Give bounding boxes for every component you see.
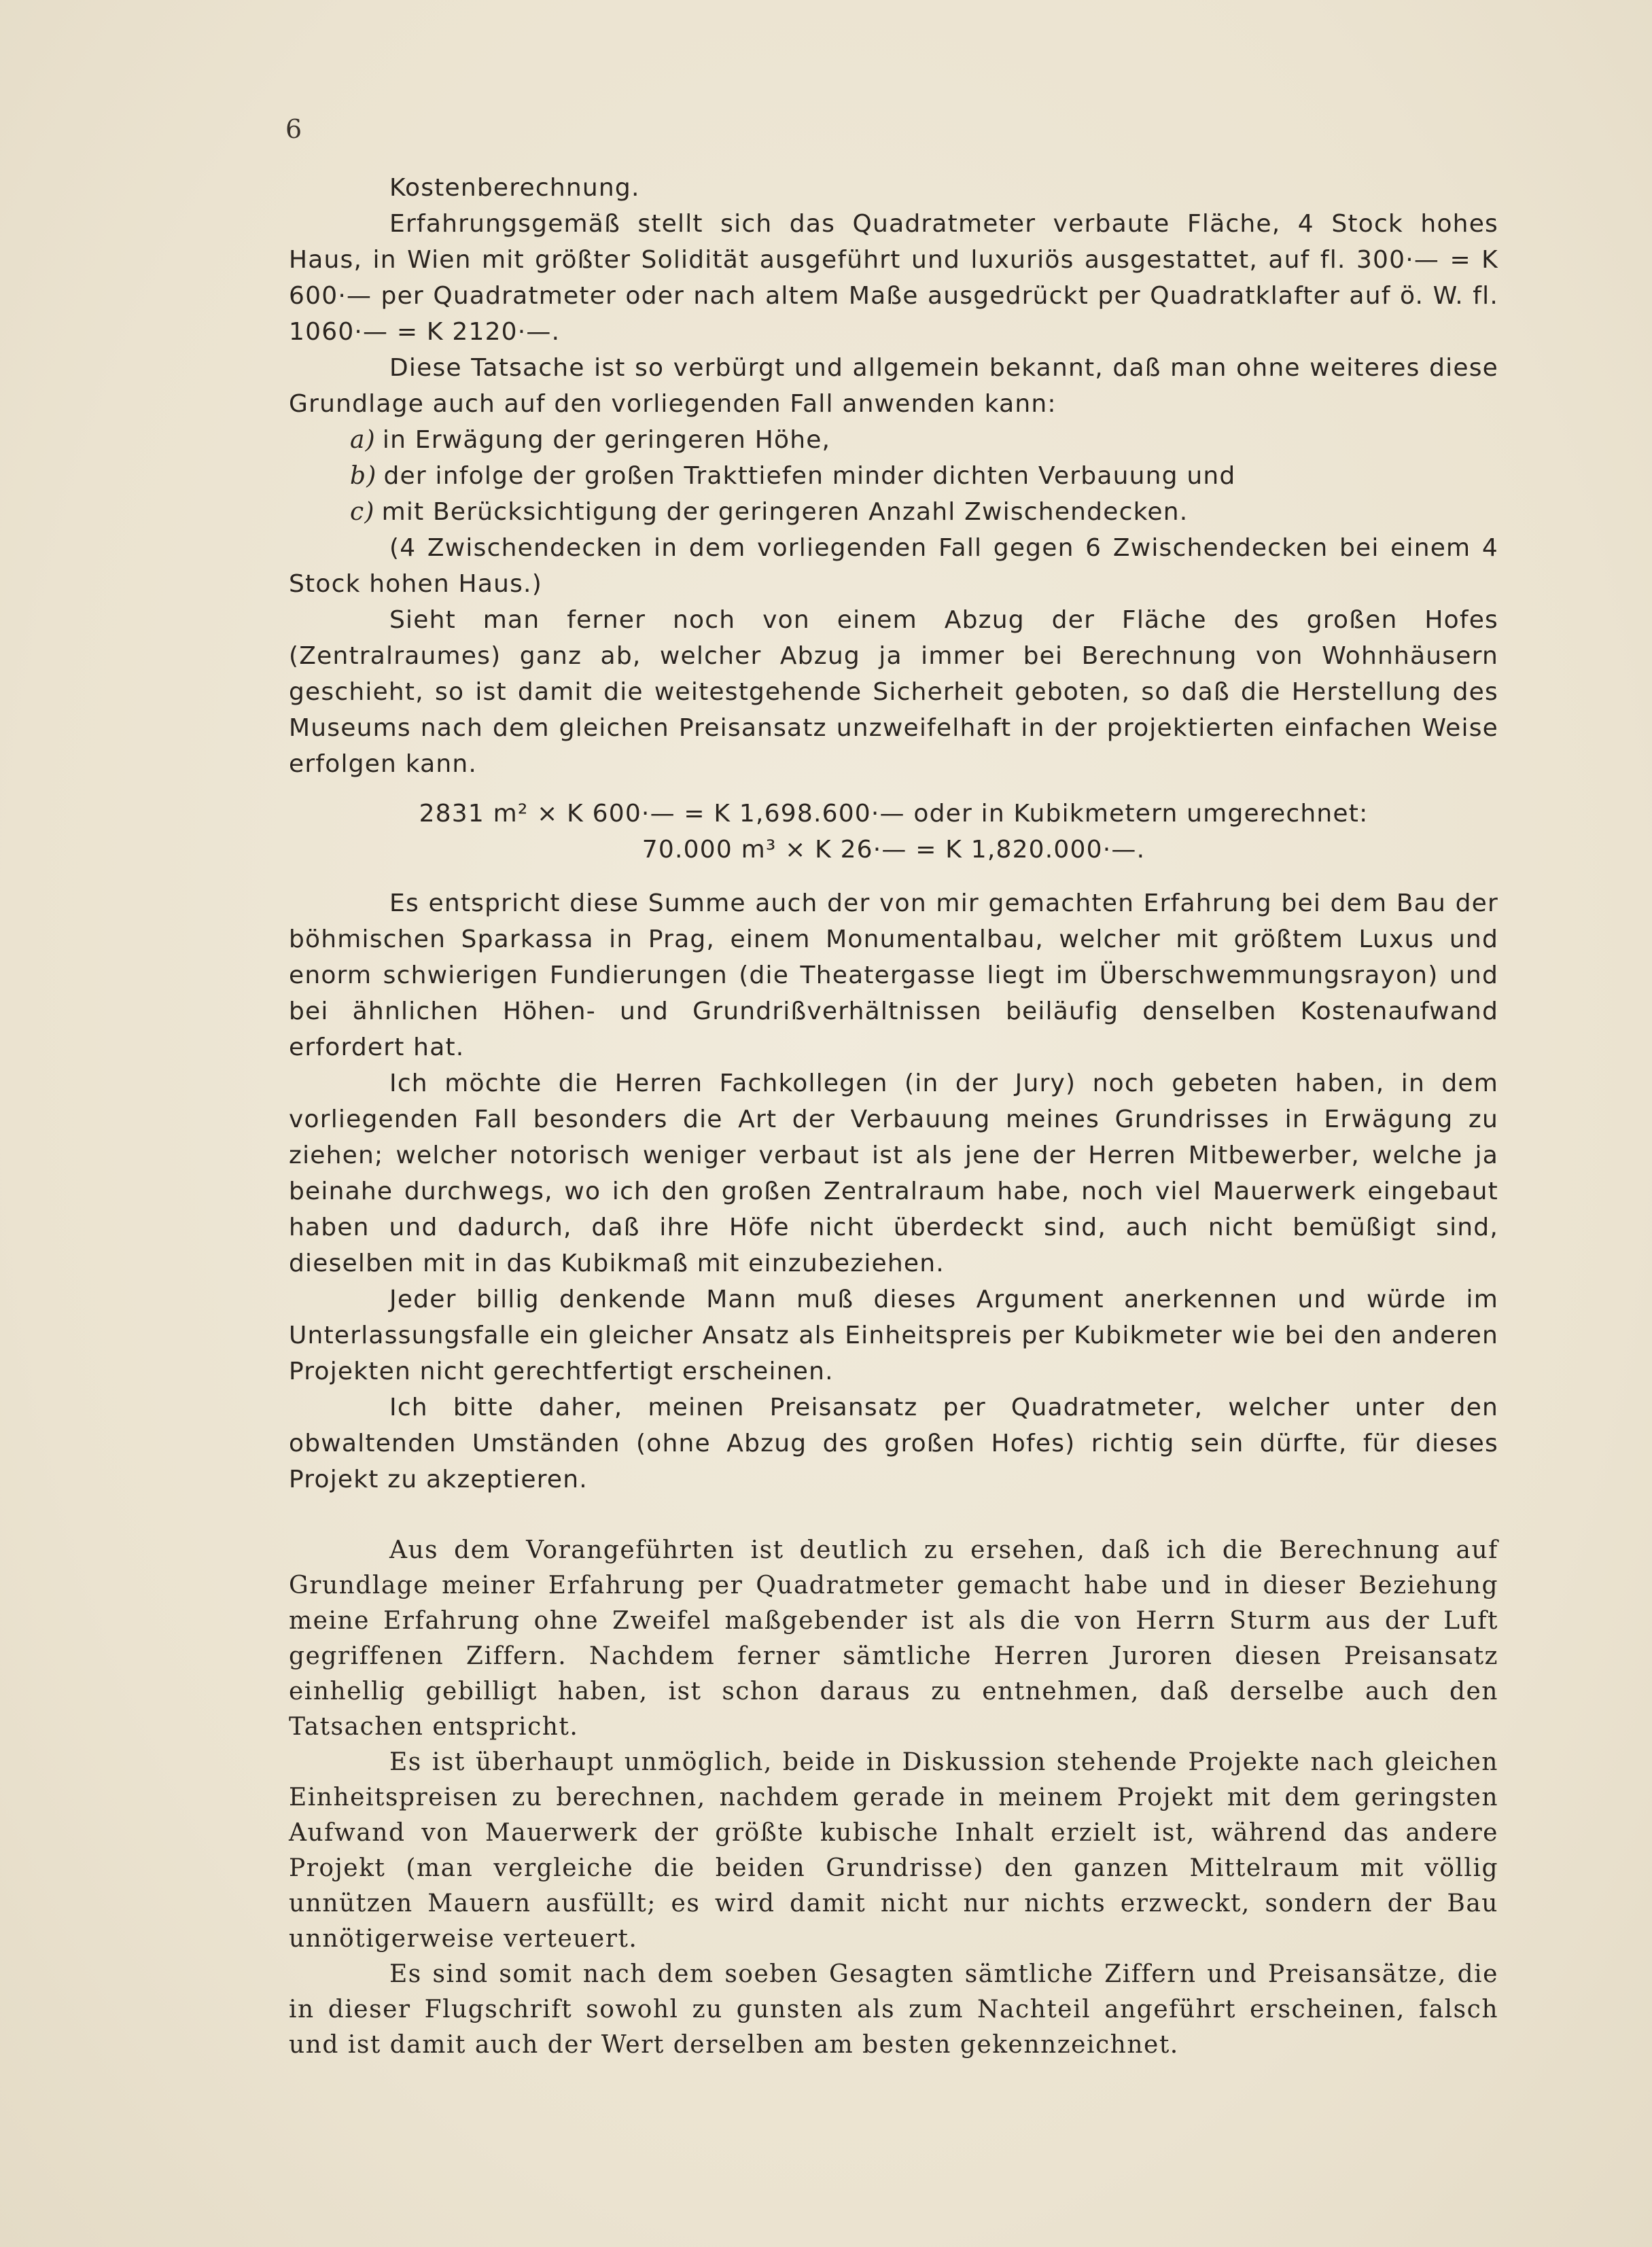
list-item-text: der infolge der großen Trakttiefen minder dichten Verbauung und — [383, 462, 1236, 490]
list-letter: c) — [350, 498, 375, 526]
list-letter: a) — [350, 426, 376, 454]
paragraph: Jeder billig denkende Mann muß dieses Argument anerkennen und würde im Unterlassungsfalle ein gleicher Ansatz als Einheitspreis per Kubikmeter wie bei den anderen Projekten nicht gerechtfertigt erscheinen. — [289, 1286, 1498, 1385]
formula-block — [289, 796, 1498, 868]
list-item-text: in Erwägung der geringeren Höhe, — [382, 426, 831, 454]
paragraph: Es ist überhaupt unmöglich, beide in Diskussion stehende Projekte nach gleichen Einheitspreisen zu berechnen, nachdem gerade in meinem Projekt mit dem geringsten Aufwand von Mauerwerk der größte kubische Inhalt erzielt ist, während das andere Projekt (man vergleiche die beiden Grundrisse) den ganzen Mittelraum mit völlig unnützen Mauern ausfüllt; es wird damit nicht nur nichts erzweckt, sondern der Bau unnötigerweise verteuert. — [289, 1748, 1498, 1953]
cost-calculation-section — [289, 170, 1498, 1498]
list-item — [289, 494, 1498, 530]
list-item — [289, 422, 1498, 458]
body-text — [289, 170, 1498, 2063]
paragraph: Ich möchte die Herren Fachkollegen (in der Jury) noch gebeten haben, in dem vorliegenden Fall besonders die Art der Verbauung meines Grundrisses in Erwägung zu ziehen; welcher notorisch weniger verbaut ist als jene der Herren Mitbewerber, welche ja beinahe durchwegs, wo ich den großen Zentralraum habe, noch viel Mauerwerk eingebaut haben und dadurch, daß ihre Höfe nicht überdeckt sind, auch nicht bemüßigt sind, dieselben mit in das Kubikmaß mit einzubeziehen. — [289, 1069, 1498, 1277]
paragraph: Sieht man ferner noch von einem Abzug der Fläche des großen Hofes (Zentralraumes) ganz ab, welcher Abzug ja immer bei Berechnung von Wohnhäusern geschieht, so ist damit die weitestgehende Sicherheit geboten, so daß die Herstellung des Museums nach dem gleichen Preisansatz unzweifelhaft in der projektierten einfachen Weise erfolgen kann. — [289, 606, 1498, 778]
conclusion-section — [289, 1533, 1498, 2063]
list-item — [289, 458, 1498, 494]
paragraph: Erfahrungsgemäß stellt sich das Quadratmeter verbaute Fläche, 4 Stock hohes Haus, in Wien mit größter Solidität ausgeführt und luxuriös ausgestattet, auf fl. 300·— = K 600·— per Quadratmeter oder nach altem Maße ausgedrückt per Quadratklafter auf ö. W. fl. 1060·— = K 2120·—. — [289, 210, 1498, 346]
formula-line: 2831 m² × K 600·— = K 1,698.600·— oder in Kubikmetern umgerechnet: — [419, 800, 1369, 828]
list-letter: b) — [350, 462, 377, 490]
paragraph: (4 Zwischendecken in dem vorliegenden Fall gegen 6 Zwischendecken bei einem 4 Stock hohen Haus.) — [289, 534, 1498, 598]
section-heading: Kostenberechnung. — [389, 174, 640, 202]
paragraph: Es sind somit nach dem soeben Gesagten sämtliche Ziffern und Preisansätze, die in dieser Flugschrift sowohl zu gunsten als zum Nachteil angeführt erscheinen, falsch und ist damit auch der Wert derselben am besten gekennzeichnet. — [289, 1960, 1498, 2059]
list-item-text: mit Berücksichtigung der geringeren Anzahl Zwischendecken. — [381, 498, 1189, 526]
paragraph: Aus dem Vorangeführten ist deutlich zu ersehen, daß ich die Berechnung auf Grundlage meiner Erfahrung per Quadratmeter gemacht habe und in dieser Beziehung meine Erfahrung ohne Zweifel maßgebender ist als die von Herrn Sturm aus der Luft gegriffenen Ziffern. Nachdem ferner sämtliche Herren Juroren diesen Preisansatz einhellig gebilligt haben, ist schon daraus zu entnehmen, daß derselbe auch den Tatsachen entspricht. — [289, 1536, 1498, 1741]
paragraph: Diese Tatsache ist so verbürgt und allgemein bekannt, daß man ohne weiteres diese Grundlage auch auf den vorliegenden Fall anwenden kann: — [289, 354, 1498, 418]
paragraph: Es entspricht diese Summe auch der von mir gemachten Erfahrung bei dem Bau der böhmischen Sparkassa in Prag, einem Monumentalbau, welcher mit größtem Luxus und enorm schwierigen Fundierungen (die Theatergasse liegt im Überschwemmungsrayon) und bei ähnlichen Höhen- und Grundrißverhältnissen beiläufig denselben Kostenaufwand erfordert hat. — [289, 889, 1498, 1061]
formula-line: 70.000 m³ × K 26·— = K 1,820.000·—. — [642, 836, 1146, 864]
page-number: 6 — [285, 114, 302, 144]
paragraph: Ich bitte daher, meinen Preisansatz per Quadratmeter, welcher unter den obwaltenden Umständen (ohne Abzug des großen Hofes) richtig sein dürfte, für dieses Projekt zu akzeptieren. — [289, 1394, 1498, 1493]
